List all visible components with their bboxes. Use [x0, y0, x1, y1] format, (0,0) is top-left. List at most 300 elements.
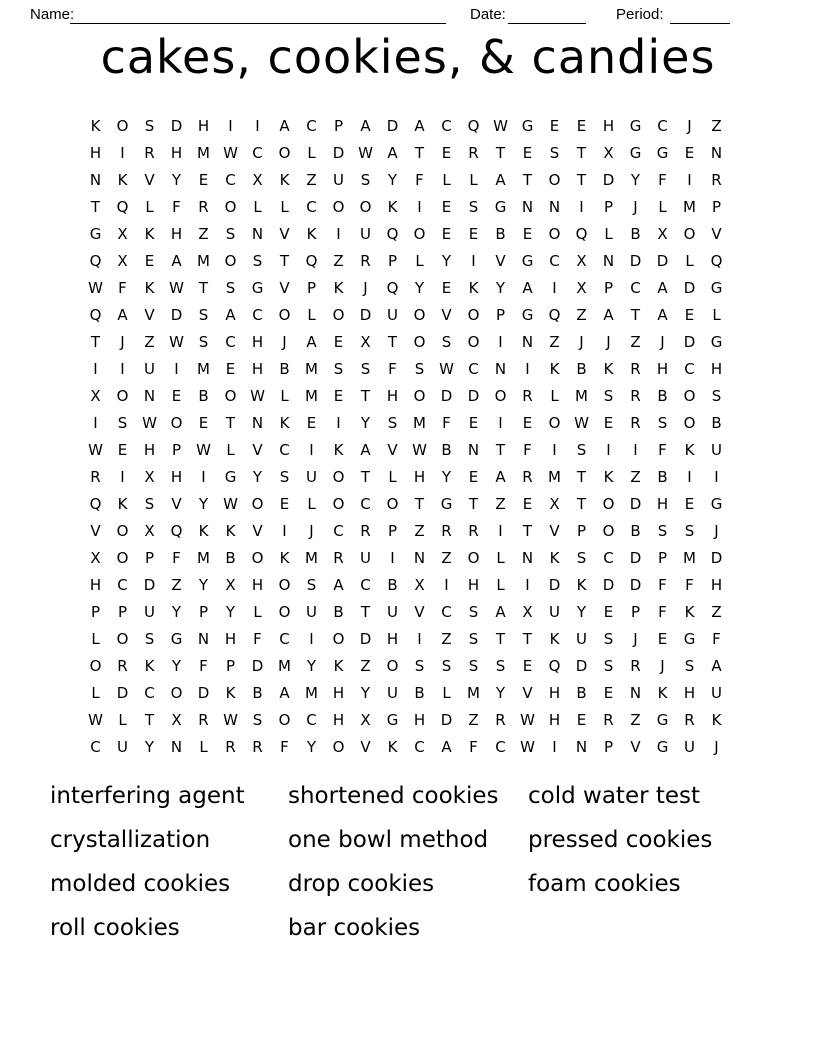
- grid-letter: U: [306, 602, 317, 621]
- grid-letter: K: [711, 710, 722, 729]
- grid-letter: T: [495, 629, 506, 648]
- grid-letter: T: [468, 494, 479, 513]
- grid-letter: Q: [89, 251, 102, 270]
- grid-row: [82, 436, 730, 463]
- grid-letter: P: [387, 521, 398, 540]
- grid-letter: O: [116, 629, 129, 648]
- grid-letter: D: [197, 683, 210, 702]
- word-list-item: shortened cookies: [288, 783, 499, 809]
- grid-letter: K: [279, 413, 290, 432]
- grid-letter: C: [630, 278, 641, 297]
- grid-letter: V: [144, 170, 155, 189]
- grid-letter: E: [522, 143, 533, 162]
- grid-letter: S: [387, 413, 398, 432]
- grid-letter: R: [630, 413, 641, 432]
- grid-letter: K: [387, 197, 398, 216]
- grid-letter: T: [576, 467, 587, 486]
- grid-letter: C: [333, 521, 344, 540]
- grid-letter: B: [630, 521, 641, 540]
- grid-row: [82, 112, 730, 139]
- grid-letter: E: [522, 413, 533, 432]
- grid-letter: G: [629, 116, 642, 135]
- grid-letter: L: [307, 143, 316, 162]
- grid-letter: U: [306, 467, 317, 486]
- grid-letter: D: [710, 548, 723, 567]
- grid-letter: B: [495, 224, 506, 243]
- grid-letter: A: [657, 305, 668, 324]
- grid-letter: M: [305, 548, 318, 567]
- wordsearch-grid: [82, 112, 730, 760]
- grid-letter: J: [633, 197, 638, 216]
- grid-letter: Z: [198, 224, 209, 243]
- grid-letter: P: [495, 305, 506, 324]
- grid-letter: I: [201, 467, 206, 486]
- grid-letter: R: [522, 467, 533, 486]
- grid-letter: I: [444, 575, 449, 594]
- grid-letter: E: [522, 224, 533, 243]
- grid-letter: M: [197, 251, 210, 270]
- grid-letter: O: [170, 413, 183, 432]
- grid-letter: R: [468, 521, 479, 540]
- grid-letter: O: [224, 197, 237, 216]
- grid-letter: C: [225, 332, 236, 351]
- grid-letter: B: [198, 386, 209, 405]
- grid-letter: X: [144, 521, 155, 540]
- grid-letter: Y: [306, 656, 317, 675]
- grid-letter: U: [144, 602, 155, 621]
- grid-letter: Y: [198, 575, 209, 594]
- grid-letter: M: [197, 359, 210, 378]
- grid-letter: V: [279, 278, 290, 297]
- grid-letter: Z: [711, 116, 722, 135]
- grid-letter: O: [359, 197, 372, 216]
- grid-letter: I: [471, 251, 476, 270]
- grid-letter: D: [629, 494, 642, 513]
- grid-letter: O: [278, 575, 291, 594]
- grid-letter: L: [442, 683, 451, 702]
- grid-letter: W: [88, 278, 103, 297]
- grid-letter: D: [359, 629, 372, 648]
- grid-letter: O: [170, 683, 183, 702]
- grid-letter: N: [251, 224, 264, 243]
- period-blank-line: [670, 6, 730, 24]
- grid-letter: Q: [548, 656, 561, 675]
- grid-letter: A: [495, 467, 506, 486]
- grid-letter: P: [144, 548, 155, 567]
- grid-letter: H: [656, 359, 669, 378]
- grid-letter: T: [387, 332, 398, 351]
- grid-letter: G: [710, 332, 723, 351]
- grid-letter: E: [576, 116, 587, 135]
- grid-letter: F: [280, 737, 289, 756]
- grid-letter: L: [685, 251, 694, 270]
- grid-letter: H: [170, 467, 183, 486]
- grid-letter: W: [574, 413, 589, 432]
- grid-letter: D: [170, 116, 183, 135]
- grid-letter: Q: [467, 116, 480, 135]
- grid-letter: O: [413, 305, 426, 324]
- grid-letter: H: [710, 359, 723, 378]
- grid-letter: M: [278, 656, 291, 675]
- grid-letter: A: [495, 170, 506, 189]
- grid-letter: A: [414, 116, 425, 135]
- grid-letter: Y: [495, 278, 506, 297]
- grid-letter: A: [495, 602, 506, 621]
- grid-letter: Y: [360, 683, 371, 702]
- grid-letter: Y: [576, 602, 587, 621]
- grid-letter: S: [441, 656, 452, 675]
- grid-letter: R: [495, 710, 506, 729]
- grid-letter: M: [197, 548, 210, 567]
- grid-letter: G: [494, 197, 507, 216]
- grid-letter: J: [633, 629, 638, 648]
- grid-letter: L: [658, 197, 667, 216]
- grid-letter: Y: [171, 170, 182, 189]
- grid-letter: T: [360, 602, 371, 621]
- grid-letter: S: [414, 359, 425, 378]
- grid-letter: E: [144, 251, 155, 270]
- grid-letter: G: [521, 116, 534, 135]
- grid-letter: S: [306, 575, 317, 594]
- grid-letter: F: [712, 629, 721, 648]
- grid-letter: I: [93, 359, 98, 378]
- grid-letter: Y: [414, 278, 425, 297]
- grid-letter: F: [388, 359, 397, 378]
- grid-letter: V: [522, 683, 533, 702]
- grid-letter: L: [415, 251, 424, 270]
- grid-letter: S: [333, 359, 344, 378]
- grid-letter: D: [251, 656, 264, 675]
- grid-letter: Q: [89, 494, 102, 513]
- grid-letter: N: [251, 413, 264, 432]
- grid-letter: X: [171, 710, 182, 729]
- grid-letter: I: [498, 413, 503, 432]
- grid-letter: I: [120, 359, 125, 378]
- grid-letter: K: [576, 575, 587, 594]
- grid-letter: O: [602, 521, 615, 540]
- grid-letter: L: [496, 575, 505, 594]
- grid-letter: M: [548, 467, 561, 486]
- grid-letter: V: [279, 224, 290, 243]
- grid-letter: E: [441, 143, 452, 162]
- grid-letter: N: [467, 440, 480, 459]
- grid-letter: I: [498, 332, 503, 351]
- grid-letter: H: [683, 683, 696, 702]
- grid-letter: D: [359, 305, 372, 324]
- grid-letter: U: [387, 602, 398, 621]
- date-label: Date:: [470, 6, 506, 23]
- grid-letter: X: [576, 251, 587, 270]
- grid-letter: Z: [414, 521, 425, 540]
- grid-letter: O: [332, 494, 345, 513]
- grid-letter: V: [387, 440, 398, 459]
- grid-letter: X: [360, 710, 371, 729]
- grid-letter: X: [90, 548, 101, 567]
- grid-letter: I: [120, 467, 125, 486]
- grid-letter: W: [520, 710, 535, 729]
- grid-letter: P: [198, 602, 209, 621]
- grid-letter: F: [172, 548, 181, 567]
- grid-letter: E: [441, 224, 452, 243]
- grid-letter: H: [656, 494, 669, 513]
- grid-letter: C: [549, 251, 560, 270]
- grid-letter: F: [118, 278, 127, 297]
- grid-letter: O: [224, 386, 237, 405]
- grid-letter: Z: [360, 656, 371, 675]
- grid-letter: K: [279, 170, 290, 189]
- grid-row: [82, 166, 730, 193]
- grid-letter: G: [683, 629, 696, 648]
- grid-letter: R: [333, 548, 344, 567]
- grid-letter: P: [387, 251, 398, 270]
- grid-letter: S: [252, 251, 263, 270]
- grid-letter: C: [90, 737, 101, 756]
- grid-letter: Z: [441, 629, 452, 648]
- grid-letter: R: [711, 170, 722, 189]
- grid-letter: Z: [306, 170, 317, 189]
- grid-letter: N: [521, 548, 534, 567]
- grid-letter: W: [223, 710, 238, 729]
- grid-letter: V: [360, 737, 371, 756]
- grid-letter: L: [388, 467, 397, 486]
- grid-letter: I: [417, 197, 422, 216]
- grid-letter: B: [576, 359, 587, 378]
- grid-letter: V: [90, 521, 101, 540]
- grid-letter: Z: [576, 305, 587, 324]
- grid-letter: O: [548, 413, 561, 432]
- grid-letter: W: [358, 143, 373, 162]
- grid-letter: S: [576, 548, 587, 567]
- grid-letter: W: [223, 494, 238, 513]
- grid-letter: U: [711, 683, 722, 702]
- date-blank-line: [508, 6, 586, 24]
- grid-letter: E: [198, 413, 209, 432]
- grid-letter: Y: [171, 602, 182, 621]
- grid-letter: B: [387, 575, 398, 594]
- grid-letter: R: [198, 710, 209, 729]
- grid-letter: Q: [710, 251, 723, 270]
- grid-letter: K: [198, 521, 209, 540]
- grid-letter: K: [225, 683, 236, 702]
- grid-letter: B: [225, 548, 236, 567]
- grid-letter: N: [575, 737, 588, 756]
- grid-letter: X: [117, 251, 128, 270]
- grid-letter: B: [630, 224, 641, 243]
- grid-letter: D: [575, 656, 588, 675]
- word-list-item: foam cookies: [528, 871, 681, 897]
- grid-letter: O: [224, 251, 237, 270]
- grid-letter: D: [683, 332, 696, 351]
- grid-letter: K: [279, 548, 290, 567]
- grid-letter: T: [225, 413, 236, 432]
- grid-row: [82, 679, 730, 706]
- grid-letter: I: [552, 737, 557, 756]
- grid-letter: Y: [441, 467, 452, 486]
- grid-letter: E: [603, 683, 614, 702]
- grid-letter: U: [387, 305, 398, 324]
- grid-letter: Y: [495, 683, 506, 702]
- grid-letter: S: [495, 656, 506, 675]
- grid-letter: P: [711, 197, 722, 216]
- grid-letter: T: [495, 143, 506, 162]
- grid-letter: I: [282, 521, 287, 540]
- grid-letter: J: [714, 521, 719, 540]
- grid-letter: B: [657, 386, 668, 405]
- grid-letter: W: [493, 116, 508, 135]
- grid-letter: U: [576, 629, 587, 648]
- grid-letter: J: [282, 332, 287, 351]
- grid-letter: E: [657, 629, 668, 648]
- grid-letter: Z: [171, 575, 182, 594]
- grid-letter: C: [225, 170, 236, 189]
- grid-letter: L: [442, 170, 451, 189]
- grid-letter: J: [687, 116, 692, 135]
- grid-letter: H: [332, 710, 345, 729]
- grid-row: [82, 382, 730, 409]
- grid-letter: P: [603, 737, 614, 756]
- grid-letter: H: [89, 143, 102, 162]
- grid-letter: N: [710, 143, 723, 162]
- grid-letter: N: [413, 548, 426, 567]
- grid-letter: P: [171, 440, 182, 459]
- grid-letter: K: [333, 278, 344, 297]
- word-list-item: molded cookies: [50, 871, 231, 897]
- grid-letter: C: [360, 494, 371, 513]
- grid-letter: D: [386, 116, 399, 135]
- grid-letter: S: [684, 521, 695, 540]
- grid-letter: G: [251, 278, 264, 297]
- grid-letter: D: [629, 251, 642, 270]
- grid-letter: T: [576, 143, 587, 162]
- grid-letter: C: [657, 116, 668, 135]
- grid-letter: I: [606, 440, 611, 459]
- grid-letter: D: [440, 386, 453, 405]
- grid-letter: F: [469, 737, 478, 756]
- grid-letter: I: [687, 467, 692, 486]
- grid-letter: P: [90, 602, 101, 621]
- grid-letter: Y: [630, 170, 641, 189]
- grid-letter: D: [467, 386, 480, 405]
- grid-letter: G: [521, 251, 534, 270]
- grid-letter: H: [467, 575, 480, 594]
- grid-letter: A: [117, 305, 128, 324]
- grid-letter: A: [360, 116, 371, 135]
- grid-letter: S: [657, 521, 668, 540]
- grid-letter: H: [710, 575, 723, 594]
- grid-letter: I: [714, 467, 719, 486]
- grid-letter: K: [603, 467, 614, 486]
- grid-letter: P: [306, 278, 317, 297]
- grid-letter: B: [711, 413, 722, 432]
- grid-letter: O: [683, 224, 696, 243]
- grid-letter: Y: [441, 251, 452, 270]
- grid-letter: M: [305, 359, 318, 378]
- grid-letter: H: [386, 386, 399, 405]
- grid-letter: O: [467, 548, 480, 567]
- grid-letter: I: [552, 278, 557, 297]
- grid-letter: K: [333, 656, 344, 675]
- grid-letter: S: [414, 656, 425, 675]
- grid-letter: P: [603, 197, 614, 216]
- grid-letter: M: [683, 548, 696, 567]
- grid-letter: F: [658, 440, 667, 459]
- grid-letter: I: [93, 413, 98, 432]
- grid-letter: D: [602, 575, 615, 594]
- grid-letter: U: [360, 548, 371, 567]
- grid-letter: O: [386, 656, 399, 675]
- grid-letter: H: [251, 359, 264, 378]
- grid-letter: Q: [170, 521, 183, 540]
- grid-letter: R: [252, 737, 263, 756]
- grid-letter: X: [603, 143, 614, 162]
- grid-letter: Y: [252, 467, 263, 486]
- grid-letter: R: [684, 710, 695, 729]
- grid-letter: V: [414, 602, 425, 621]
- grid-letter: U: [360, 224, 371, 243]
- grid-letter: R: [468, 143, 479, 162]
- grid-letter: W: [196, 440, 211, 459]
- grid-letter: O: [602, 494, 615, 513]
- grid-letter: S: [117, 413, 128, 432]
- grid-letter: B: [279, 359, 290, 378]
- grid-letter: R: [603, 710, 614, 729]
- grid-letter: P: [576, 521, 587, 540]
- grid-letter: E: [603, 602, 614, 621]
- word-list-item: crystallization: [50, 827, 211, 853]
- grid-letter: O: [278, 143, 291, 162]
- grid-letter: C: [144, 683, 155, 702]
- grid-letter: Z: [468, 710, 479, 729]
- grid-letter: F: [172, 197, 181, 216]
- grid-letter: R: [630, 386, 641, 405]
- grid-letter: K: [387, 737, 398, 756]
- grid-letter: O: [548, 224, 561, 243]
- grid-letter: L: [118, 710, 127, 729]
- grid-letter: S: [468, 602, 479, 621]
- grid-letter: Q: [548, 305, 561, 324]
- grid-letter: S: [360, 170, 371, 189]
- grid-letter: I: [525, 575, 530, 594]
- grid-letter: B: [252, 683, 263, 702]
- grid-letter: D: [548, 575, 561, 594]
- grid-letter: T: [630, 305, 641, 324]
- grid-letter: K: [603, 359, 614, 378]
- grid-row: [82, 301, 730, 328]
- grid-letter: D: [440, 710, 453, 729]
- grid-letter: V: [171, 494, 182, 513]
- grid-letter: N: [602, 251, 615, 270]
- grid-letter: A: [603, 305, 614, 324]
- grid-letter: S: [144, 629, 155, 648]
- grid-letter: O: [278, 305, 291, 324]
- grid-letter: L: [712, 305, 721, 324]
- grid-letter: A: [711, 656, 722, 675]
- grid-letter: R: [117, 656, 128, 675]
- grid-letter: I: [336, 224, 341, 243]
- grid-letter: E: [225, 359, 236, 378]
- grid-letter: B: [333, 602, 344, 621]
- grid-letter: F: [658, 170, 667, 189]
- grid-letter: R: [630, 656, 641, 675]
- grid-letter: C: [495, 737, 506, 756]
- grid-letter: H: [548, 683, 561, 702]
- word-list-item: one bowl method: [288, 827, 489, 853]
- grid-row: [82, 490, 730, 517]
- grid-letter: O: [548, 170, 561, 189]
- grid-letter: T: [90, 332, 101, 351]
- grid-letter: F: [415, 170, 424, 189]
- grid-letter: H: [413, 467, 426, 486]
